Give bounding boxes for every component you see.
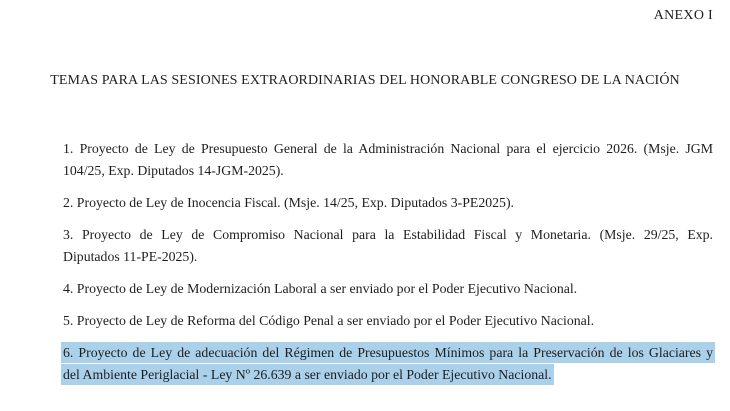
list-item-line	[63, 224, 713, 246]
list-item	[63, 278, 713, 300]
list-item	[63, 224, 713, 268]
selected-text: 6. Proyecto de Ley de adecuación del Régimen de Presupuestos Mínimos para la Preservación de los Glaciares y	[61, 342, 715, 363]
line-text: 1. Proyecto de Ley de Presupuesto General de la Administración Nacional para el ejercicio 2026. (Msje. JGM	[63, 141, 713, 156]
line-text: 4. Proyecto de Ley de Modernización Laboral a ser enviado por el Poder Ejecutivo Nacional.	[63, 281, 578, 296]
line-text: 104/25, Exp. Diputados 14-JGM-2025).	[63, 163, 284, 178]
document-title: TEMAS PARA LAS SESIONES EXTRAORDINARIAS DEL HONORABLE CONGRESO DE LA NACIÓN	[50, 73, 680, 88]
agenda-list	[63, 138, 713, 396]
list-item-line	[63, 342, 713, 364]
list-item-line	[63, 364, 713, 386]
list-item-line	[63, 246, 713, 268]
list-item-line	[63, 138, 713, 160]
list-item-line	[63, 278, 713, 300]
list-item	[63, 192, 713, 214]
annex-label: ANEXO I	[653, 8, 713, 23]
list-item-line	[63, 160, 713, 182]
list-item	[63, 138, 713, 182]
list-item-line	[63, 310, 713, 332]
line-text: 3. Proyecto de Ley de Compromiso Nacional para la Estabilidad Fiscal y Monetaria. (Msje. 29/25, Exp.	[63, 227, 713, 242]
line-text: 2. Proyecto de Ley de Inocencia Fiscal. (Msje. 14/25, Exp. Diputados 3-PE2025).	[63, 195, 514, 210]
line-text: Diputados 11-PE-2025).	[63, 249, 198, 264]
list-item	[63, 342, 713, 386]
list-item-line	[63, 192, 713, 214]
line-text: 5. Proyecto de Ley de Reforma del Código Penal a ser enviado por el Poder Ejecutivo Nacional.	[63, 313, 595, 328]
list-item	[63, 310, 713, 332]
selected-text: del Ambiente Periglacial - Ley Nº 26.639 a ser enviado por el Poder Ejecutivo Nacional.	[61, 364, 554, 385]
